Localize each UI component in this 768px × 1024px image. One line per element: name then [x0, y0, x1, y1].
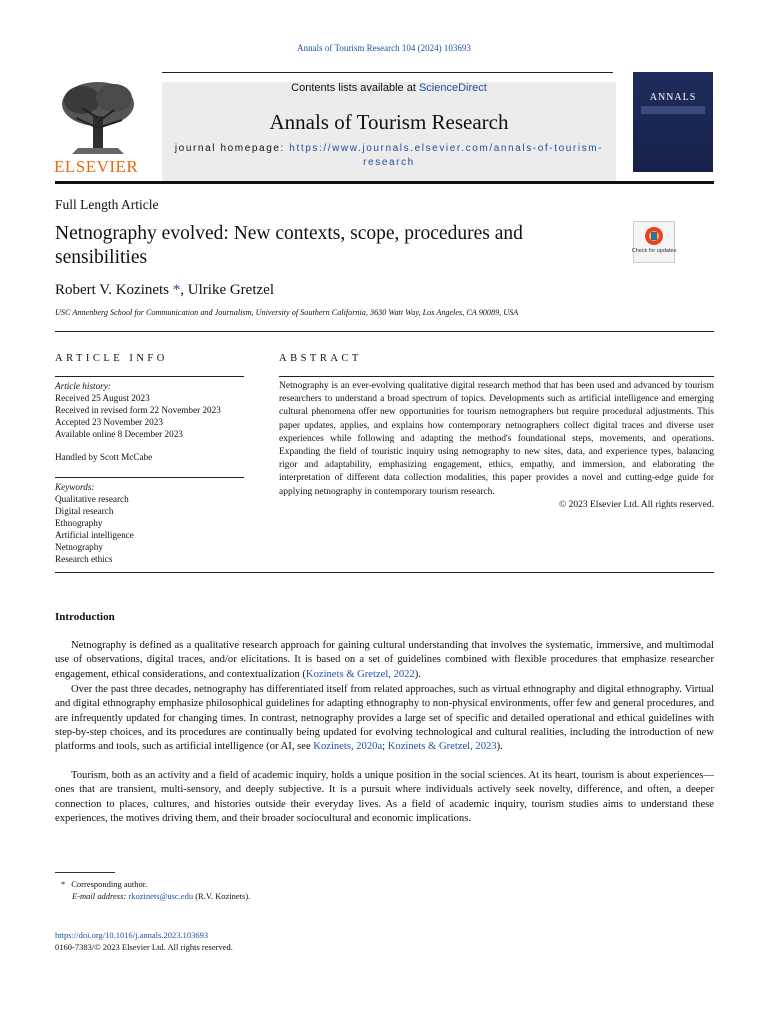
running-head[interactable]: Annals of Tourism Research 104 (2024) 103693 [297, 43, 471, 53]
abstract-divider [55, 572, 714, 573]
history-online: Available online 8 December 2023 [55, 429, 183, 439]
history-label: Article history: [55, 381, 111, 391]
handled-by: Handled by Scott McCabe [55, 452, 153, 462]
corresponding-author-mark[interactable]: * [172, 282, 181, 298]
homepage-link[interactable]: https://www.journals.elsevier.com/annals-of-tourism-research [289, 143, 604, 168]
keywords [55, 481, 245, 565]
article-info-rule [55, 376, 244, 377]
keyword-item: Artificial intelligence [55, 530, 134, 540]
doi-link[interactable]: https://doi.org/10.1016/j.annals.2023.103693 [55, 930, 209, 940]
keyword-item: Netnography [55, 542, 103, 552]
abstract-text: Netnography is an ever-evolving qualitative digital research method that has been used and advanced by tourism researchers to understand a broad spectrum of topics. Developments such as artificial intelligence and emerging cultural phenomena offer new opportunities for tourism netnographers but require procedural adjustments. This paper updates, applies, and explains how contemporary netnographers collect digital traces and diverse user experiences while following and adapting the method's foundational steps, movements, and operations. Expanding the field of touristic inquiry using netnography to new sites, data, and experience types, balancing rigor and adaptability, emphasizing engagement, ethics, empathy, and immersion, and elaborating the interpretation of different data collection modalities, this paper provides a novel and cutting-edge guide for applying netnography in contemporary tourism research. [279, 381, 714, 497]
citation-link[interactable]: Kozinets, 2020a [313, 741, 383, 753]
email-link[interactable]: rkozinets@usc.edu [128, 891, 194, 901]
sciencedirect-link[interactable]: ScienceDirect [418, 82, 487, 94]
cover-subtitle-bar [641, 106, 705, 114]
journal-title: Annals of Tourism Research [269, 110, 509, 134]
author-gretzel[interactable]: Ulrike Gretzel [187, 282, 274, 298]
abstract-copyright: © 2023 Elsevier Ltd. All rights reserved. [559, 499, 714, 510]
keywords-label: Keywords: [55, 482, 95, 492]
intro-p2-end: ). [496, 741, 503, 753]
header-divider [55, 331, 714, 332]
intro-p1-text: Netnography is defined as a qualitative research approach for gaining cultural understanding that involves the systematic, immersive, and multimodal use of observations, digital traces, and/or elicitations. It is based on a set of guidelines combined with flexible procedures that emphasize researcher engagement, ethical considerations, and contextualization ( [55, 640, 714, 680]
email-label: E-mail address: [72, 891, 129, 901]
author-kozinets[interactable]: Robert V. Kozinets [55, 282, 170, 298]
doi-block [55, 929, 233, 953]
intro-paragraph-3: Tourism, both as an activity and a field of academic inquiry, holds a unique position in the social sciences. At its heart, tourism is about experiences—ones that are transient, multi-sensory, and deeply subjective. It is a pursuit where individuals actively seek novelty, difference, and often, a deeper connection to places, cultures, and histories outside their everyday lives. As a field of academic inquiry, tourism studies aims to understand these experiences, the motives driving them, and their broader sociocultural and economic implications. [55, 770, 714, 824]
article-info-heading: ARTICLE INFO [55, 353, 168, 364]
footnote [55, 878, 250, 902]
history-accepted: Accepted 23 November 2023 [55, 417, 163, 427]
history-revised: Received in revised form 22 November 2023 [55, 405, 221, 415]
contents-line [162, 82, 616, 94]
article-type: Full Length Article [55, 197, 159, 212]
header-rule [162, 72, 613, 73]
corresponding-note [55, 878, 250, 890]
journal-cover-thumbnail[interactable] [633, 72, 713, 172]
cover-title: ANNALS [649, 92, 697, 103]
citation-link[interactable]: Kozinets & Gretzel, 2022 [305, 668, 415, 680]
citation-separator: ; [382, 741, 388, 753]
contents-prefix: Contents lists available at [291, 82, 419, 94]
footnote-mark: * [61, 879, 66, 889]
keyword-item: Ethnography [55, 518, 103, 528]
keyword-item: Qualitative research [55, 494, 129, 504]
intro-p1-end: ). [414, 668, 421, 680]
article-history [55, 380, 245, 440]
abstract-heading: ABSTRACT [279, 353, 362, 364]
issn-copyright: 0160-7383/© 2023 Elsevier Ltd. All rights reserved. [55, 942, 233, 952]
masthead-rule [55, 181, 714, 184]
keyword-item: Digital research [55, 506, 114, 516]
article-title: Netnography evolved: New contexts, scope, procedures and sensibilities [55, 223, 523, 268]
homepage-label: journal homepage: [174, 143, 290, 154]
intro-paragraph-1 [55, 639, 714, 682]
email-suffix: (R.V. Kozinets). [193, 891, 251, 901]
check-updates-text: Check for updates [631, 248, 677, 254]
publisher-wordmark: ELSEVIER [54, 157, 139, 176]
footnote-rule [55, 872, 115, 873]
author-list [55, 282, 274, 299]
intro-paragraph-2 [55, 683, 714, 754]
email-line [55, 890, 250, 902]
abstract-body [279, 380, 714, 512]
intro-p2-text: Over the past three decades, netnography has differentiated itself from related approaches, such as virtual ethnography and digital ethnography. Virtual and digital ethnography emphasize philosophical guidelines for adapting ethnography to non-physical environments, offer few and general procedures, and are infrequently updated for changing times. In contrast, netnography provides a large set of specific and detailed operational and ethical guidelines with step-by-step choices, and its procedures are continually being updated for evolving technological and cultural realities, including the introduction of new platforms and tools, such as artificial intelligence (or AI, see [55, 684, 714, 753]
citation-link[interactable]: Kozinets & Gretzel, 2023 [387, 741, 497, 753]
abstract-rule [279, 376, 714, 377]
corresponding-label: Corresponding author. [71, 879, 148, 889]
journal-homepage [162, 142, 616, 170]
introduction-heading: Introduction [55, 611, 115, 623]
keywords-rule [55, 477, 244, 478]
keyword-item: Research ethics [55, 554, 113, 564]
history-received: Received 25 August 2023 [55, 393, 150, 403]
check-updates-icon [631, 222, 677, 262]
check-for-updates-badge[interactable] [633, 221, 675, 263]
affiliation: USC Annenberg School for Communication and Journalism, University of Southern California, 3630 Watt Way, Los Angeles, CA 90089, USA [55, 308, 519, 317]
author-separator: , [180, 282, 188, 298]
